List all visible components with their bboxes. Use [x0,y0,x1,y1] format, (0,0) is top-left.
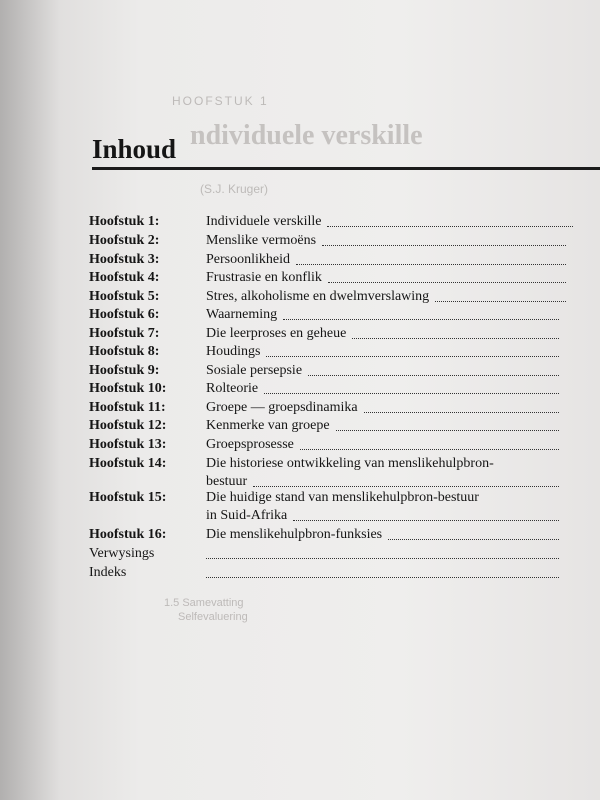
toc-chapter-title: Groepsprosesse [206,437,294,452]
toc-chapter-title: Houdings [206,344,261,359]
toc-chapter-label: Hoofstuk 10: [89,381,167,396]
toc-chapter-title: Menslike vermoëns [206,233,317,248]
toc-chapter-title-continued: bestuur [206,474,248,489]
toc-chapter-title: Groepe — groepsdinamika [206,400,358,415]
toc-chapter-label: Hoofstuk 4: [89,270,160,285]
toc-chapter-title: Individuele verskille [206,214,322,229]
toc-dot-leader [293,510,559,521]
toc-dot-leader [352,328,559,339]
toc-chapter-title: Kenmerke van groepe [206,418,330,433]
title-rule [92,167,600,170]
toc-chapter-label: Hoofstuk 7: [89,326,160,341]
toc-chapter-title: Die menslikehulpbron-funksies [206,527,383,542]
toc-chapter-label: Verwysings [89,546,155,561]
toc-dot-leader [206,548,559,559]
toc-chapter-label: Hoofstuk 11: [89,400,166,415]
page-shadow [0,0,60,800]
toc-dot-leader [364,402,559,413]
toc-dot-leader [296,254,566,265]
toc-chapter-title: Frustrasie en konflik [206,270,322,285]
toc-chapter-label: Indeks [89,565,127,580]
show-through-footnote-2: Selfevaluering [178,611,248,623]
show-through-author: (S.J. Kruger) [200,182,269,196]
toc-chapter-title: Sosiale persepsie [206,363,303,378]
toc-chapter-label: Hoofstuk 8: [89,344,160,359]
toc-dot-leader [322,235,566,246]
toc-chapter-title: Die leerproses en geheue [206,326,347,341]
toc-chapter-title: Die huidige stand van menslikehulpbron-bestuur [206,490,479,505]
toc-chapter-label: Hoofstuk 13: [89,437,167,452]
toc-dot-leader [206,567,559,578]
toc-chapter-label: Hoofstuk 15: [89,490,167,505]
toc-chapter-label: Hoofstuk 2: [89,233,160,248]
toc-chapter-title: Waarneming [206,307,278,322]
show-through-title: ndividuele verskille [190,120,423,151]
show-through-chapter: HOOFSTUK 1 [172,94,269,108]
toc-dot-leader [283,309,559,320]
toc-chapter-title: Rolteorie [206,381,259,396]
toc-chapter-label: Hoofstuk 1: [89,214,160,229]
toc-dot-leader [328,272,566,283]
toc-chapter-label: Hoofstuk 6: [89,307,160,322]
toc-chapter-label: Hoofstuk 14: [89,456,167,471]
toc-chapter-label: Hoofstuk 9: [89,363,160,378]
toc-dot-leader [388,529,559,540]
toc-dot-leader [266,346,559,357]
toc-dot-leader [300,439,559,450]
toc-dot-leader [264,383,559,394]
toc-chapter-label: Hoofstuk 5: [89,289,160,304]
toc-chapter-title: Stres, alkoholisme en dwelmverslawing [206,289,430,304]
show-through-footnote: 1.5 Samevatting [164,597,244,609]
toc-dot-leader [253,476,559,487]
toc-chapter-label: Hoofstuk 3: [89,252,160,267]
toc-chapter-title: Persoonlikheid [206,252,290,267]
toc-chapter-label: Hoofstuk 16: [89,527,167,542]
toc-dot-leader [308,365,559,376]
toc-chapter-title-continued: in Suid-Afrika [206,508,288,523]
toc-chapter-label: Hoofstuk 12: [89,418,167,433]
toc-dot-leader [336,420,559,431]
toc-chapter-title: Die historiese ontwikkeling van menslikehulpbron- [206,456,494,471]
page-title: Inhoud [92,134,177,164]
toc-dot-leader [327,216,573,227]
toc-dot-leader [435,291,566,302]
